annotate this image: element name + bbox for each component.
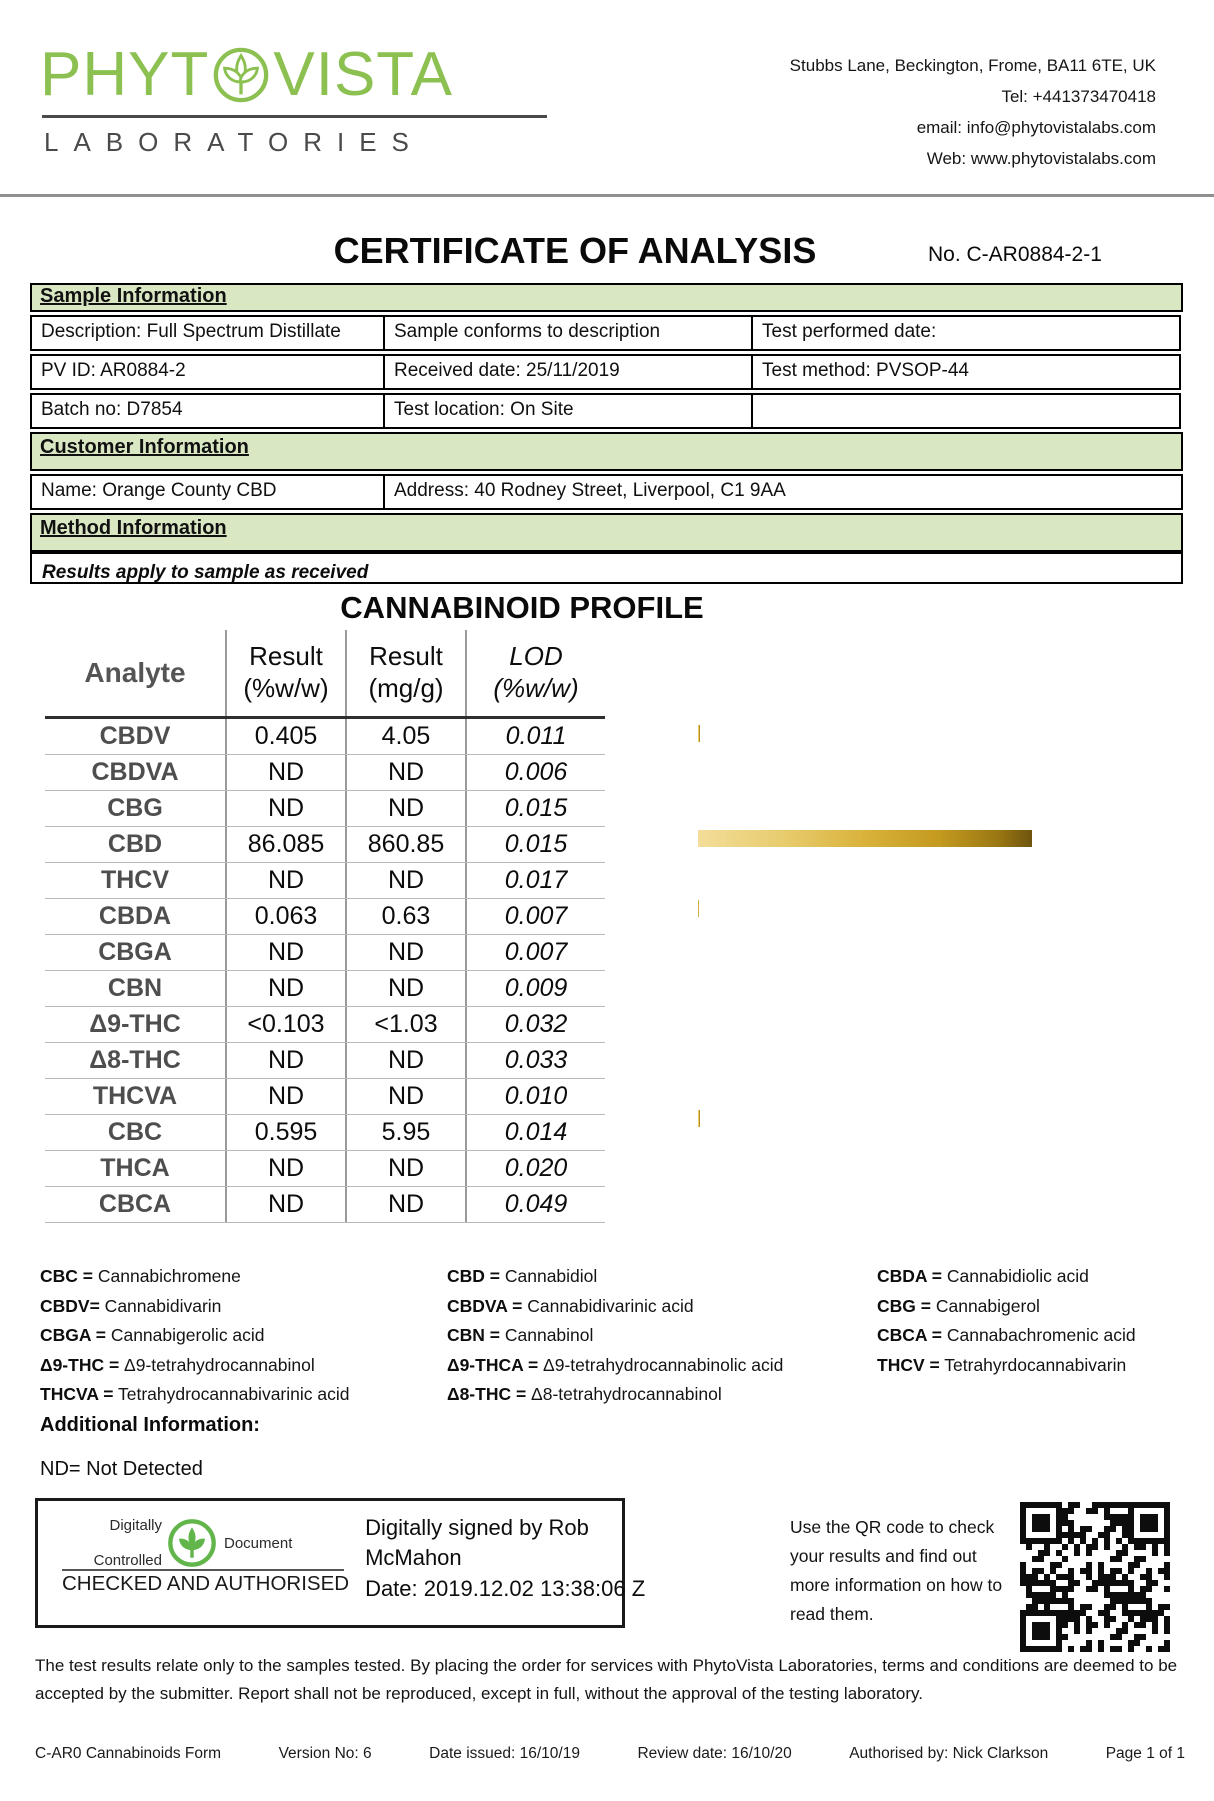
analyte-cell: CBCA: [98, 1190, 172, 1218]
info-cell: Test method: PVSOP-44: [751, 354, 1181, 390]
analyte-cell: CBDA: [98, 902, 172, 930]
info-cell: Sample conforms to description: [383, 315, 753, 351]
table-row: [45, 935, 605, 971]
footer-item: Authorised by: Nick Clarkson: [849, 1745, 1049, 1762]
info-cell: Test location: On Site: [383, 393, 753, 429]
result-mgg-cell: 860.85: [345, 827, 465, 862]
legend-entry: CBC = Cannabichromene: [40, 1266, 241, 1286]
additional-information-heading: Additional Information:: [40, 1414, 260, 1436]
brand-subtitle: LABORATORIES: [44, 127, 424, 157]
result-pct-cell: <0.103: [225, 1007, 345, 1042]
legend-entry: CBDVA = Cannabidivarinic acid: [447, 1295, 694, 1316]
info-cell: Received date: 25/11/2019: [383, 354, 753, 390]
info-cell: Address: 40 Rodney Street, Liverpool, C1 9AA: [383, 474, 1183, 510]
stamp-document-label: Document: [224, 1534, 293, 1552]
info-cell: Name: Orange County CBD: [30, 474, 385, 510]
analyte-cell: THCA: [100, 1154, 170, 1182]
column-header-result-mgg: Result (mg/g): [345, 630, 465, 716]
cannabinoid-profile-title: CANNABINOID PROFILE: [340, 590, 704, 625]
brand-text-left: PHYT: [40, 40, 210, 109]
table-row: [45, 863, 605, 899]
legend-abbr: CBDVA =: [447, 1295, 523, 1316]
gold-result-bar: [698, 830, 1032, 847]
analyte-cell: Δ9-THC: [89, 1010, 181, 1038]
gold-result-bar: [698, 1110, 700, 1127]
lod-cell: 0.017: [465, 863, 605, 898]
gold-result-bar: [698, 900, 699, 917]
analyte-cell: CBGA: [98, 938, 172, 966]
legend-entry: CBCA = Cannabachromenic acid: [877, 1325, 1136, 1345]
phytovista-logo: [40, 40, 547, 158]
lod-cell: 0.032: [465, 1007, 605, 1042]
table-row: [45, 1007, 605, 1043]
legend-abbr: Δ9-THCA =: [447, 1354, 539, 1375]
legend-entry: THCV = Tetrahyrdocannabivarin: [877, 1354, 1127, 1375]
table-row: [45, 1043, 605, 1079]
stamp-digitally-label: Digitally: [109, 1517, 162, 1534]
info-cell: [751, 393, 1181, 429]
table-row: [30, 354, 1183, 390]
legend-abbr: THCVA =: [40, 1384, 114, 1404]
analyte-cell: CBD: [107, 830, 163, 858]
result-mgg-cell: ND: [345, 863, 465, 898]
result-mgg-cell: ND: [345, 1151, 465, 1186]
legend-entry: Δ9-THC = Δ9-tetrahydrocannabinol: [40, 1354, 315, 1375]
table-row: [45, 1079, 605, 1115]
lod-cell: 0.014: [465, 1115, 605, 1150]
lod-cell: 0.033: [465, 1043, 605, 1078]
sample-information-header: Sample Information: [30, 283, 1183, 312]
legend-abbr: CBG =: [877, 1295, 931, 1316]
lod-cell: 0.020: [465, 1151, 605, 1186]
leaf-in-circle-icon: [166, 1517, 218, 1569]
table-row: [45, 719, 605, 755]
table-row: [30, 315, 1183, 351]
sample-information-rows: [30, 315, 1183, 429]
lod-cell: 0.007: [465, 899, 605, 934]
result-pct-cell: 0.063: [225, 899, 345, 934]
result-pct-cell: ND: [225, 1079, 345, 1114]
lab-contact-block: [790, 50, 1156, 174]
legend-entry: THCVA = Tetrahydrocannabivarinic acid: [40, 1384, 350, 1404]
result-mgg-cell: ND: [345, 791, 465, 826]
cannabinoid-table: [45, 630, 605, 1223]
info-cell: Test performed date:: [751, 315, 1181, 351]
digital-signature-text: [365, 1513, 646, 1625]
customer-information-header: Customer Information: [30, 432, 1183, 471]
table-row: [30, 474, 1183, 510]
legend-entry: CBD = Cannabidiol: [447, 1266, 598, 1286]
result-pct-cell: 86.085: [225, 827, 345, 862]
lab-website: Web: www.phytovistalabs.com: [926, 149, 1156, 168]
analyte-cell: Δ8-THC: [89, 1046, 181, 1074]
result-mgg-cell: ND: [345, 935, 465, 970]
result-mgg-cell: 5.95: [345, 1115, 465, 1150]
result-mgg-cell: 0.63: [345, 899, 465, 934]
results-note: Results apply to sample as received: [42, 562, 369, 583]
column-header-lod: LOD (%w/w): [465, 630, 605, 716]
analyte-cell: CBC: [107, 1118, 163, 1146]
analyte-cell: CBN: [107, 974, 163, 1002]
footer-item: Date issued: 16/10/19: [429, 1745, 580, 1762]
table-row: [45, 1115, 605, 1151]
footer-item: C-AR0 Cannabinoids Form: [35, 1745, 222, 1762]
checked-authorised-label: CHECKED AND AUTHORISED: [62, 1572, 350, 1595]
leaf-in-circle-icon: [212, 46, 270, 104]
cannabinoid-table-body: [45, 719, 605, 1223]
table-row: [45, 899, 605, 935]
legend-abbr: CBD =: [447, 1266, 500, 1286]
legend-abbr: THCV =: [877, 1354, 940, 1375]
legend-abbr: CBDV=: [40, 1295, 100, 1316]
result-pct-cell: ND: [225, 971, 345, 1006]
result-pct-cell: ND: [225, 791, 345, 826]
table-row: [30, 393, 1183, 429]
legend-entry: CBN = Cannabinol: [447, 1325, 594, 1345]
lod-cell: 0.007: [465, 935, 605, 970]
footer-row: [35, 1745, 1185, 1763]
abbreviation-legend: [40, 1262, 1188, 1410]
analyte-cell: THCVA: [92, 1082, 178, 1110]
header-divider: [0, 194, 1214, 197]
table-row: [45, 1187, 605, 1223]
result-pct-cell: ND: [225, 1151, 345, 1186]
legend-entry: Δ9-THCA = Δ9-tetrahydrocannabinolic acid: [447, 1354, 784, 1375]
legend-abbr: Δ8-THC =: [447, 1384, 527, 1404]
result-mgg-cell: ND: [345, 971, 465, 1006]
gold-result-bar: [698, 725, 700, 742]
info-tables: [30, 283, 1183, 584]
legend-column: [40, 1262, 447, 1410]
legend-entry: CBDA = Cannabidiolic acid: [877, 1266, 1089, 1286]
legend-column: [447, 1262, 877, 1410]
table-row: [45, 791, 605, 827]
info-cell: Description: Full Spectrum Distillate: [30, 315, 385, 351]
brand-wordmark: [40, 40, 547, 109]
signature-date: Date: 2019.12.02 13:38:06 Z: [365, 1575, 646, 1601]
customer-information-rows: [30, 474, 1183, 510]
result-pct-cell: 0.405: [225, 719, 345, 754]
result-mgg-cell: ND: [345, 755, 465, 790]
lab-email: email: info@phytovistalabs.com: [916, 118, 1156, 137]
result-pct-cell: ND: [225, 1187, 345, 1222]
result-pct-cell: ND: [225, 755, 345, 790]
digitally-controlled-stamp: [62, 1517, 349, 1625]
footer-item: Page 1 of 1: [1105, 1745, 1185, 1762]
legend-column: [877, 1262, 1188, 1410]
lod-cell: 0.015: [465, 827, 605, 862]
column-header-result-pct: Result (%w/w): [225, 630, 345, 716]
legend-abbr: CBCA =: [877, 1325, 942, 1345]
method-information-header: Method Information: [30, 513, 1183, 552]
lod-cell: 0.009: [465, 971, 605, 1006]
legend-abbr: CBGA =: [40, 1325, 106, 1345]
legend-entry: CBGA = Cannabigerolic acid: [40, 1325, 265, 1345]
qr-caption: Use the QR code to check your results and find out more information on how to read them.: [790, 1517, 1003, 1624]
analyte-cell: THCV: [100, 866, 170, 894]
result-pct-cell: ND: [225, 863, 345, 898]
table-row: [45, 755, 605, 791]
analyte-cell: CBDV: [99, 722, 171, 750]
result-mgg-cell: ND: [345, 1079, 465, 1114]
table-row: [45, 1151, 605, 1187]
lab-address: Stubbs Lane, Beckington, Frome, BA11 6TE, UK: [789, 56, 1156, 75]
lod-cell: 0.010: [465, 1079, 605, 1114]
legend-abbr: CBN =: [447, 1325, 500, 1345]
disclaimer-text: The test results relate only to the samples tested. By placing the order for services with PhytoVista Laboratories, terms and conditions are deemed to be accepted by the submitter. Report shall not be reproduced, except in full, without the approval of the testing laboratory.: [35, 1656, 1178, 1703]
result-mgg-cell: <1.03: [345, 1007, 465, 1042]
stamp-controlled-label: Controlled: [93, 1552, 162, 1569]
certificate-number: No. C-AR0884-2-1: [928, 243, 1102, 266]
legend-abbr: CBC =: [40, 1266, 93, 1286]
result-mgg-cell: ND: [345, 1043, 465, 1078]
column-header-analyte: Analyte: [84, 657, 186, 688]
cannabinoid-table-header: [45, 630, 605, 719]
result-mgg-cell: 4.05: [345, 719, 465, 754]
certificate-title: CERTIFICATE OF ANALYSIS: [333, 230, 817, 271]
footer-item: Version No: 6: [278, 1745, 372, 1762]
nd-note: ND= Not Detected: [40, 1458, 203, 1480]
legend-abbr: CBDA =: [877, 1266, 942, 1286]
info-cell: PV ID: AR0884-2: [30, 354, 385, 390]
legend-entry: CBDV= Cannabidivarin: [40, 1295, 222, 1316]
table-row: [45, 827, 605, 863]
legend-entry: Δ8-THC = Δ8-tetrahydrocannabinol: [447, 1384, 722, 1404]
result-pct-cell: ND: [225, 1043, 345, 1078]
brand-text-right: VISTA: [273, 40, 453, 109]
lab-phone: Tel: +441373470418: [1001, 87, 1156, 106]
qr-code: [1020, 1502, 1170, 1652]
legend-entry: CBG = Cannabigerol: [877, 1295, 1040, 1316]
lod-cell: 0.011: [465, 719, 605, 754]
analyte-cell: CBG: [107, 794, 163, 822]
lod-cell: 0.006: [465, 755, 605, 790]
signed-by-text: Digitally signed by Rob McMahon: [365, 1515, 589, 1571]
brand-divider: [42, 115, 547, 118]
result-pct-cell: ND: [225, 935, 345, 970]
stamp-divider: [62, 1569, 344, 1571]
footer-item: Review date: 16/10/20: [637, 1745, 792, 1762]
result-pct-cell: 0.595: [225, 1115, 345, 1150]
signature-box: [35, 1498, 646, 1628]
result-mgg-cell: ND: [345, 1187, 465, 1222]
lod-cell: 0.015: [465, 791, 605, 826]
table-row: [45, 971, 605, 1007]
info-cell: Batch no: D7854: [30, 393, 385, 429]
lod-cell: 0.049: [465, 1187, 605, 1222]
analyte-cell: CBDVA: [91, 758, 179, 786]
legend-abbr: Δ9-THC =: [40, 1354, 120, 1375]
